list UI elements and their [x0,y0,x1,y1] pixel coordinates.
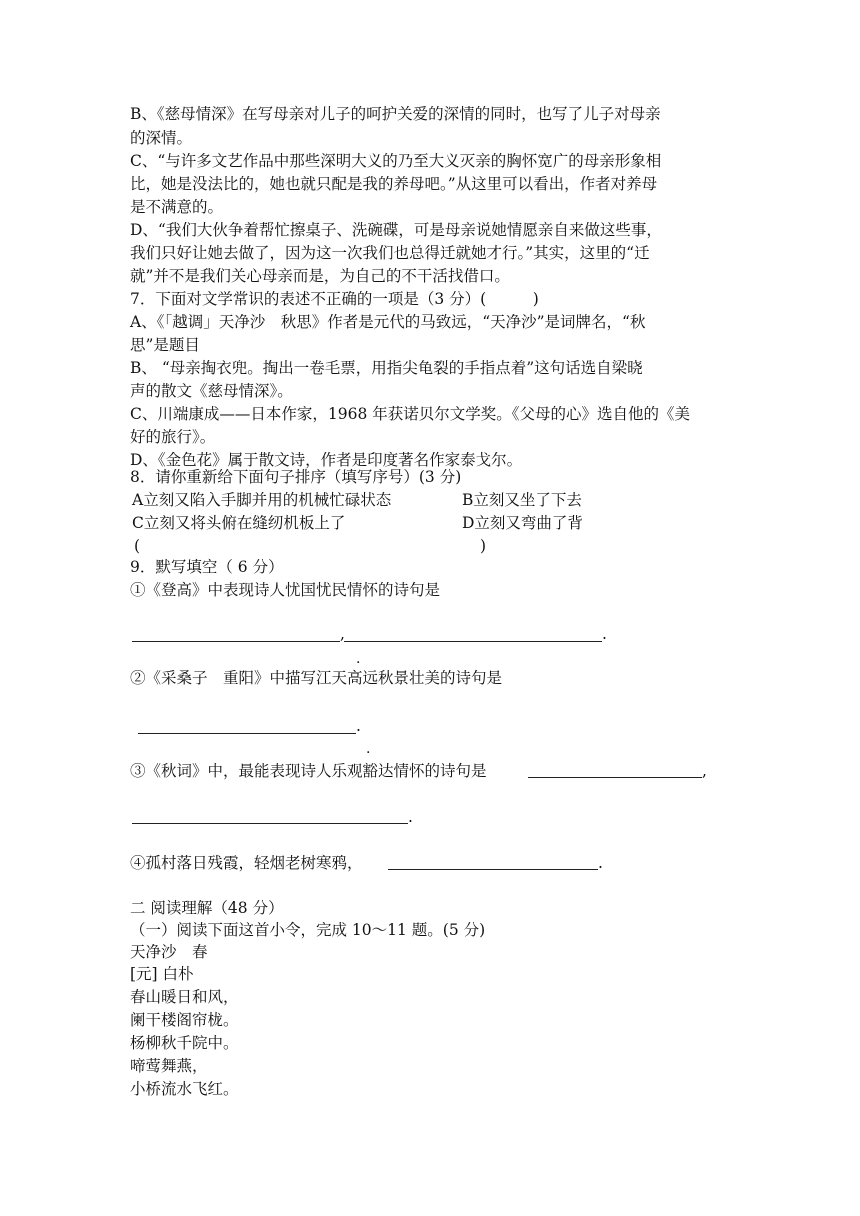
q9-item2-period: . [356,717,361,735]
q9-item3-comma: , [702,762,707,780]
q7-option-b-line2: 声的散文《慈母情深》。 [130,382,293,400]
q9-item4-prompt: ④孤村落日残霞，轻烟老树寒鸦， [130,854,363,872]
q6-option-b-line1: B、《慈母情深》在写母亲对儿子的呵护关爱的深情的同时，也写了儿子对母亲 [130,105,661,123]
q7-option-c-line1: C、川端康成——日本作家，1968 年获诺贝尔文学奖。《父母的心》选自他的《美 [130,405,690,423]
q7-option-b-line1: B、 “母亲掏衣兜。掏出一卷毛票，用指尖龟裂的手指点着”这句话选自梁晓 [130,359,643,377]
q8-stem: 8．请你重新给下面句子排序（填写序号）(3 分) [130,468,462,486]
poem-line: 阑干楼阁帘栊。 [130,1011,239,1029]
poem-line: 小桥流水飞红。 [130,1080,239,1098]
q9-item1-comma: , [340,625,345,643]
q6-option-c-line1: C、“与许多文艺作品中那些深明大义的乃至大义灭亲的胸怀宽广的母亲形象相 [130,152,662,170]
q9-item1-blank1[interactable] [132,641,340,642]
q9-stem: 9．默写填空（ 6 分） [130,558,284,576]
section2-title: 二 阅读理解（48 分） [130,899,284,917]
q7-option-a-line1: A、《「越调」天净沙 秋思》作者是元代的马致远，“天净沙”是词牌名，“秋 [130,313,646,331]
q6-option-c-line3: 是不满意的。 [130,198,224,216]
poem-line: 杨柳秋千院中。 [130,1034,239,1052]
poem-author: [元] 白朴 [130,965,194,983]
q8-option-c: C立刻又将头俯在缝纫机板上了 [132,514,346,532]
poem-title: 天净沙 春 [130,943,208,961]
q9-item3-blank1[interactable] [528,777,702,778]
q6-option-c-line2: 比，她是没法比的，她也就只配是我的养母吧。”从这里可以看出，作者对养母 [130,175,658,193]
q8-option-d: D立刻又弯曲了背 [462,514,583,532]
section2-sub1: （一）阅读下面这首小令，完成 10～11 题。(5 分) [130,921,486,939]
q8-answer-paren-close: ) [480,537,487,555]
q9-item2-blank[interactable] [138,733,356,734]
q9-item4-period: . [598,854,603,872]
q6-option-d-line3: 就”并不是我们关心母亲而是，为自己的不干活找借口。 [130,267,510,285]
q6-option-d-line1: D、“我们大伙争着帮忙擦桌子、洗碗碟，可是母亲说她情愿亲自来做这些事， [130,221,662,239]
q8-answer-paren-open: ( [134,537,141,555]
q9-item1-prompt: ①《登高》中表现诗人忧国忧民情怀的诗句是 [130,581,441,599]
q6-option-d-line2: 我们只好让她去做了，因为这一次我们也总得迁就她才行。”其实，这里的“迁 [130,244,650,262]
q9-item4-blank[interactable] [388,869,598,870]
q9-item2-prompt: ②《采桑子 重阳》中描写江天高远秋景壮美的诗句是 [130,669,503,687]
q9-item1-emphasis-dot: . [356,651,361,667]
q7-option-c-line2: 好的旅行》。 [130,428,216,446]
q9-item3-blank2[interactable] [132,823,408,824]
q6-option-b-line2: 的深情。 [130,129,193,147]
q9-item2-emphasis-dot: . [366,741,371,757]
q8-option-b: B立刻又坐了下去 [462,491,582,509]
q7-option-d: D、《金色花》属于散文诗，作者是印度著名作家泰戈尔。 [130,451,523,469]
q7-stem: 7．下面对文学常识的表述不正确的一项是（3 分）( ) [130,290,539,308]
poem-line: 啼莺舞燕， [130,1057,208,1075]
q9-item3-period: . [408,808,413,826]
poem-line: 春山暖日和风， [130,988,239,1006]
q9-item1-blank2[interactable] [344,641,602,642]
q9-item3-prompt: ③《秋词》中，最能表现诗人乐观豁达情怀的诗句是 [130,762,487,780]
q8-option-a: A立刻又陷入手脚并用的机械忙碌状态 [132,491,392,509]
q7-option-a-line2: 思”是题目 [130,336,200,354]
q9-item1-period: . [602,625,607,643]
